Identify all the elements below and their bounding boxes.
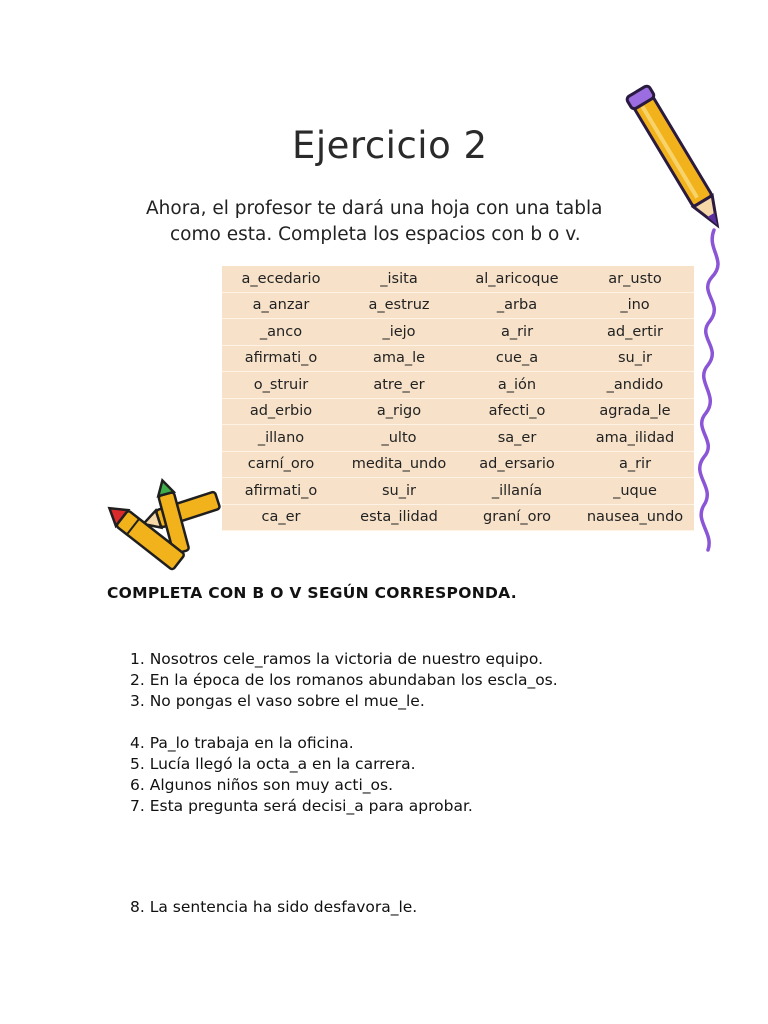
table-row [222, 478, 694, 505]
exercise-item: 5. Lucía llegó la octa_a en la carrera. [130, 755, 416, 773]
table-row [222, 372, 694, 399]
table-cell: _iejo [340, 319, 458, 346]
exercise-item: 6. Algunos niños son muy acti_os. [130, 776, 394, 794]
table-cell: a_estruz [340, 292, 458, 319]
table-cell: ad_ertir [576, 319, 694, 346]
table-cell: ar_usto [576, 266, 694, 292]
intro-line-2: como esta. Completa los espacios con b o v. [170, 224, 581, 245]
exercise-item: 4. Pa_lo trabaja en la oficina. [130, 734, 354, 752]
scribble-line [684, 225, 734, 555]
table-cell: esta_ilidad [340, 504, 458, 531]
page-title: Ejercicio 2 [292, 124, 488, 167]
table-cell: al_aricoque [458, 266, 576, 292]
intro-line-1: Ahora, el profesor te dará una hoja con una tabla [146, 198, 603, 219]
table-cell: _andido [576, 372, 694, 399]
table-cell: graní_oro [458, 504, 576, 531]
table-row [222, 345, 694, 372]
table-cell: _isita [340, 266, 458, 292]
table-cell: su_ir [340, 478, 458, 505]
exercise-item: 3. No pongas el vaso sobre el mue_le. [130, 692, 425, 710]
table-row [222, 319, 694, 346]
table-cell: _illano [222, 425, 340, 452]
table-cell: _arba [458, 292, 576, 319]
exercise-item: 2. En la época de los romanos abundaban los escla_os. [130, 671, 558, 689]
table-row [222, 292, 694, 319]
table-cell: afirmati_o [222, 478, 340, 505]
table-row [222, 451, 694, 478]
table-cell: medita_undo [340, 451, 458, 478]
table-cell: su_ir [576, 345, 694, 372]
table-cell: afirmati_o [222, 345, 340, 372]
table-cell: carní_oro [222, 451, 340, 478]
exercise-item: 8. La sentencia ha sido desfavora_le. [130, 898, 418, 916]
table-cell: _ino [576, 292, 694, 319]
table-cell: ama_le [340, 345, 458, 372]
table-row [222, 425, 694, 452]
table-cell: a_rir [576, 451, 694, 478]
pencil-icon [620, 88, 730, 248]
table-cell: _anco [222, 319, 340, 346]
exercise-item: 1. Nosotros cele_ramos la victoria de nuestro equipo. [130, 650, 544, 668]
table-cell: o_struir [222, 372, 340, 399]
table-cell: ad_ersario [458, 451, 576, 478]
table-cell: a_ión [458, 372, 576, 399]
table-cell: a_anzar [222, 292, 340, 319]
table-cell: _ulto [340, 425, 458, 452]
table-cell: atre_er [340, 372, 458, 399]
exercise-item: 7. Esta pregunta será decisi_a para aprobar. [130, 797, 473, 815]
table-row [222, 266, 694, 292]
crayons-icon [100, 476, 230, 576]
table-cell: nausea_undo [576, 504, 694, 531]
table-cell: afecti_o [458, 398, 576, 425]
table-cell: cue_a [458, 345, 576, 372]
table-cell: a_rigo [340, 398, 458, 425]
table-cell: sa_er [458, 425, 576, 452]
table-cell: ca_er [222, 504, 340, 531]
table-cell: ad_erbio [222, 398, 340, 425]
table-cell: a_ecedario [222, 266, 340, 292]
table-row [222, 504, 694, 531]
word-table [222, 266, 694, 531]
section-heading: COMPLETA CON B O V SEGÚN CORRESPONDA. [107, 584, 517, 602]
table-cell: _uque [576, 478, 694, 505]
intro-text [146, 196, 646, 248]
table-cell: agrada_le [576, 398, 694, 425]
table-cell: _illanía [458, 478, 576, 505]
table-cell: a_rir [458, 319, 576, 346]
table-row [222, 398, 694, 425]
table-cell: ama_ilidad [576, 425, 694, 452]
